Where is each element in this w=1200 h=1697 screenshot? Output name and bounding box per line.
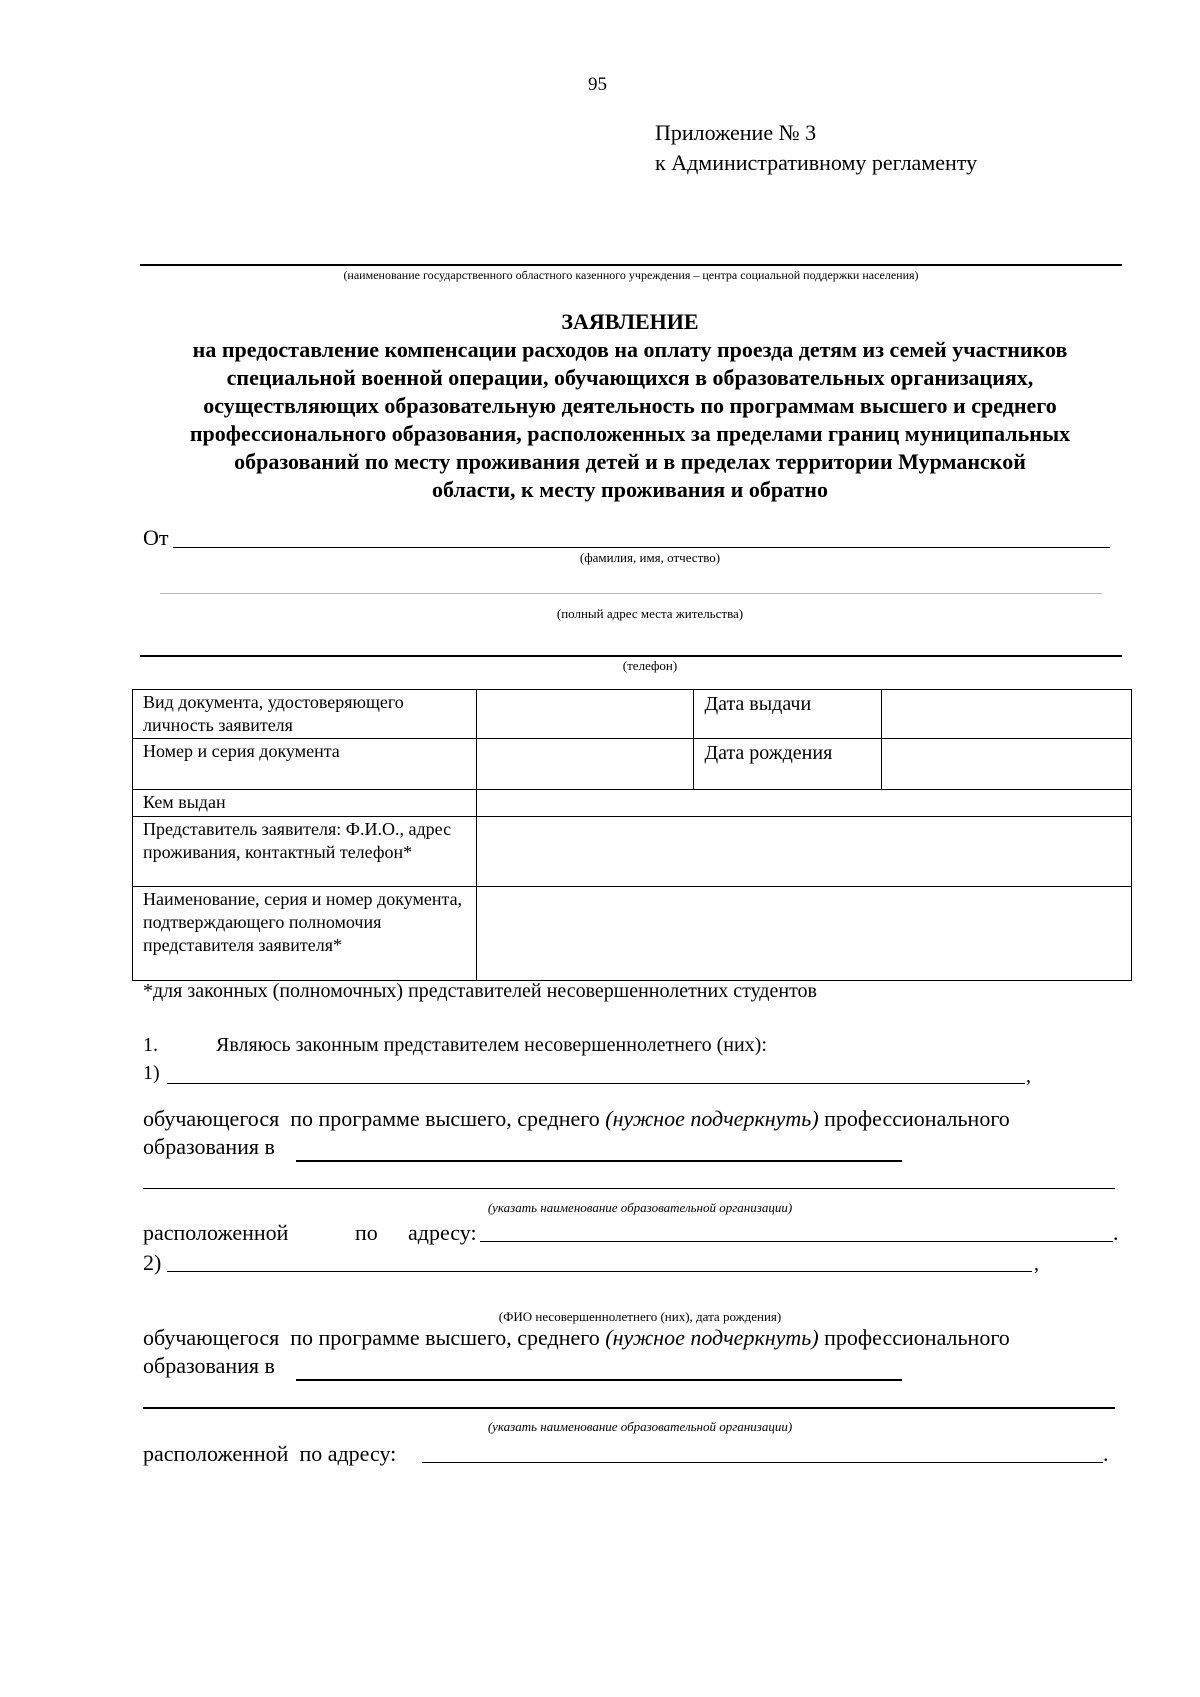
- table-row: [133, 690, 1132, 739]
- org-caption-1: (указать наименование образовательной организации): [487, 1200, 793, 1215]
- institution-caption: (наименование государственного областного казенного учреждения – центра социальной поддержки населения): [343, 268, 919, 282]
- doc-number-value[interactable]: [476, 739, 694, 790]
- phone-caption: (телефон): [622, 658, 678, 673]
- table-row: [133, 790, 1132, 817]
- phone-field[interactable]: [140, 655, 1122, 657]
- doc-type-value[interactable]: [476, 690, 694, 739]
- education-in-label-1: образования в: [143, 1134, 275, 1159]
- table-row: [133, 887, 1132, 981]
- table-row: [133, 739, 1132, 790]
- issued-by-value[interactable]: [476, 790, 1131, 817]
- title-line: образований по месту проживания детей и в пределах территории Мурманской: [234, 449, 1026, 474]
- doc-type-label: Вид документа, удостоверяющего личность заявителя: [133, 690, 477, 739]
- footnote: *для законных (полномочных) представителей несовершеннолетних студентов: [143, 980, 817, 1002]
- address-period-1: .: [1113, 1220, 1119, 1245]
- address-field-1[interactable]: [480, 1241, 1113, 1242]
- title-line: профессионального образования, расположенных за пределами границ муниципальных: [189, 421, 1071, 446]
- title-line: осуществляющих образовательную деятельность по программам высшего и среднего: [203, 393, 1057, 418]
- from-label: От: [143, 525, 169, 550]
- issue-date-label: Дата выдачи: [694, 690, 882, 739]
- representative-label: Представитель заявителя: Ф.И.О., адрес проживания, контактный телефон*: [133, 817, 477, 887]
- representative-value[interactable]: [476, 817, 1131, 887]
- application-title: [100, 308, 1160, 504]
- minor2-comma: ,: [1034, 1253, 1039, 1275]
- study-post: профессионального: [818, 1325, 1010, 1350]
- title-heading: ЗАЯВЛЕНИЕ: [561, 309, 699, 334]
- birth-date-label: Дата рождения: [694, 739, 882, 790]
- located-label-2: расположенной по адресу:: [143, 1441, 397, 1466]
- authority-doc-label: Наименование, серия и номер документа, подтверждающего полномочия представителя заявителя*: [133, 887, 477, 981]
- minor-caption: (ФИО несовершеннолетнего (них), дата рождения): [498, 1309, 782, 1324]
- issue-date-value[interactable]: [882, 690, 1132, 739]
- minor1-comma: ,: [1026, 1065, 1031, 1087]
- study-post: профессионального: [818, 1106, 1010, 1131]
- study-program-2: [143, 1325, 1010, 1351]
- issued-by-label: Кем выдан: [133, 790, 477, 817]
- appendix-header: [655, 118, 977, 178]
- item1-text: Являюсь законным представителем несовершеннолетнего (них):: [216, 1034, 767, 1056]
- address-caption: (полный адрес места жительства): [556, 606, 744, 621]
- org-caption-2: (указать наименование образовательной организации): [487, 1419, 793, 1434]
- education-org-line-2[interactable]: [143, 1407, 1115, 1409]
- underline-hint: (нужное подчеркнуть): [605, 1325, 819, 1350]
- study-pre: обучающегося по программе высшего, среднего: [143, 1325, 606, 1350]
- minor1-number: 1): [143, 1062, 160, 1084]
- title-line: области, к месту проживания и обратно: [432, 477, 828, 502]
- address-field-2[interactable]: [422, 1462, 1103, 1463]
- address-period-2: .: [1103, 1441, 1109, 1466]
- institution-line[interactable]: [140, 264, 1122, 266]
- underline-hint: (нужное подчеркнуть): [605, 1106, 819, 1131]
- appendix-regulation: к Административному регламенту: [655, 150, 978, 175]
- education-in-label-2: образования в: [143, 1353, 275, 1378]
- study-program-1: [143, 1106, 1010, 1132]
- located-label-1b: по: [355, 1220, 378, 1245]
- located-label-1c: адресу:: [408, 1220, 477, 1245]
- education-org-line-1[interactable]: [143, 1188, 1115, 1189]
- doc-number-label: Номер и серия документа: [133, 739, 477, 790]
- table-row: [133, 817, 1132, 887]
- authority-doc-value[interactable]: [476, 887, 1131, 981]
- document-table: [132, 689, 1132, 981]
- located-label-1a: расположенной: [143, 1220, 289, 1245]
- title-line: специальной военной операции, обучающихся в образовательных организациях,: [226, 365, 1034, 390]
- page-number: 95: [588, 74, 607, 95]
- address-field[interactable]: [160, 593, 1102, 594]
- education-org-field-1[interactable]: [296, 1160, 902, 1162]
- birth-date-value[interactable]: [882, 739, 1132, 790]
- item1-number: 1.: [143, 1034, 158, 1056]
- education-org-field-2[interactable]: [296, 1379, 902, 1381]
- minor2-field[interactable]: [167, 1271, 1032, 1272]
- minor2-number: 2): [143, 1250, 162, 1275]
- study-pre: обучающегося по программе высшего, среднего: [143, 1106, 606, 1131]
- minor1-field[interactable]: [167, 1083, 1025, 1084]
- title-line: на предоставление компенсации расходов на оплату проезда детям из семей участников: [192, 337, 1068, 362]
- fio-field[interactable]: [173, 547, 1110, 548]
- fio-caption: (фамилия, имя, отчество): [579, 550, 721, 565]
- appendix-number: Приложение № 3: [655, 120, 817, 145]
